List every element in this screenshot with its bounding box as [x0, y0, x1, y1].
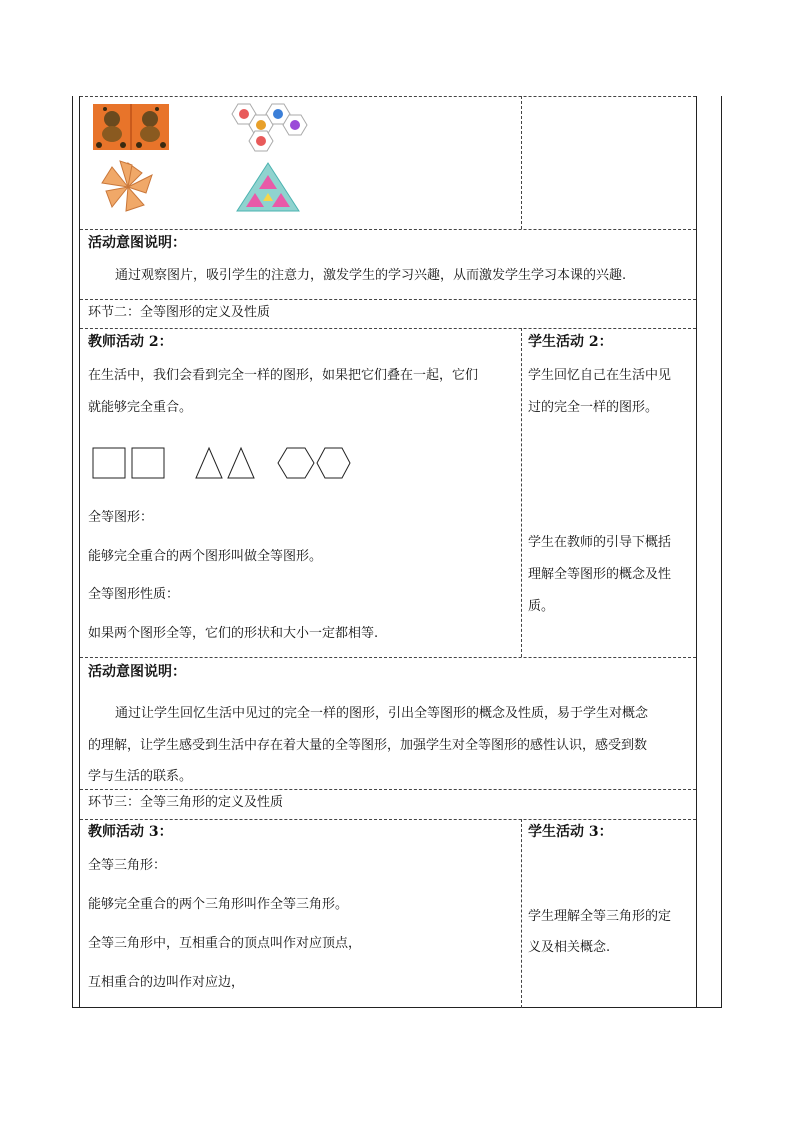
def-title: 全等图形： — [88, 510, 154, 525]
teacher-activity-2-title: 教师活动 2： — [88, 334, 173, 350]
intent-title-1: 活动意图说明： — [88, 235, 186, 251]
column-divider — [521, 328, 522, 657]
section3-header: 环节三：全等三角形的定义及性质 — [88, 795, 284, 810]
column-divider — [521, 96, 522, 229]
student-3-line2: 义及相关概念. — [528, 940, 611, 955]
intent-2-line3: 学与生活的联系。 — [88, 769, 193, 784]
student-2-text1-l1: 学生回忆自己在生活中见 — [528, 368, 672, 383]
mirror-toys-picture — [93, 104, 169, 150]
student-2-text2-l1: 学生在教师的引导下概括 — [528, 535, 672, 550]
def-text: 能够完全重合的两个图形叫做全等图形。 — [88, 549, 323, 564]
intent-text-1: 通过观察图片，吸引学生的注意力，激发学生的学习兴趣，从而激发学生学习本课的兴趣. — [115, 268, 627, 283]
column-divider — [521, 819, 522, 1008]
table-inner-left-border — [79, 96, 80, 1008]
teacher-2-line1: 在生活中，我们会看到完全一样的图形，如果把它们叠在一起，它们 — [88, 368, 479, 383]
hexagon-shape — [278, 448, 314, 478]
section3-line3: 全等三角形中，互相重合的顶点叫作对应顶点， — [88, 936, 362, 951]
section3-line1: 全等三角形： — [88, 858, 167, 873]
table-inner-right-border — [696, 96, 697, 1008]
student-activity-2-title: 学生活动 2： — [528, 334, 613, 350]
triangle-shape — [228, 448, 254, 478]
student-3-line1: 学生理解全等三角形的定 — [528, 909, 672, 924]
prop-title: 全等图形性质： — [88, 587, 180, 602]
intent-2-line2: 的理解，让学生感受到生活中存在着大量的全等图形，加强学生对全等图形的感性认识，感受到数 — [88, 738, 648, 753]
triangle-pattern-picture — [235, 161, 301, 213]
student-2-text1-l2: 过的完全一样的图形。 — [528, 400, 659, 415]
row-divider — [80, 657, 696, 658]
pinwheel-picture — [97, 160, 159, 214]
intent-title-2: 活动意图说明： — [88, 664, 186, 680]
row-divider — [80, 299, 696, 300]
triangle-shape — [196, 448, 222, 478]
row-divider — [80, 328, 696, 329]
hexagon-cards-picture — [226, 101, 310, 153]
intent-2-line1: 通过让学生回忆生活中见过的完全一样的图形，引出全等图形的概念及性质，易于学生对概念 — [115, 706, 649, 721]
student-2-text2-l3: 质。 — [528, 599, 555, 614]
hexagon-shape — [317, 448, 350, 478]
row-divider — [80, 789, 696, 790]
teacher-activity-3-title: 教师活动 3： — [88, 824, 173, 840]
row-divider — [80, 229, 696, 230]
student-2-text2-l2: 理解全等图形的概念及性 — [528, 567, 672, 582]
student-activity-3-title: 学生活动 3： — [528, 824, 613, 840]
section3-line2: 能够完全重合的两个三角形叫作全等三角形。 — [88, 897, 349, 912]
congruent-shapes-figure — [90, 446, 352, 480]
row-divider — [80, 819, 696, 820]
section2-header: 环节二：全等图形的定义及性质 — [88, 305, 271, 320]
square-shape — [93, 448, 125, 478]
row-divider — [80, 96, 696, 97]
section3-line4: 互相重合的边叫作对应边， — [88, 975, 245, 990]
teacher-2-line2: 就能够完全重合。 — [88, 400, 193, 415]
square-shape — [132, 448, 164, 478]
prop-text: 如果两个图形全等，它们的形状和大小一定都相等. — [88, 626, 379, 641]
